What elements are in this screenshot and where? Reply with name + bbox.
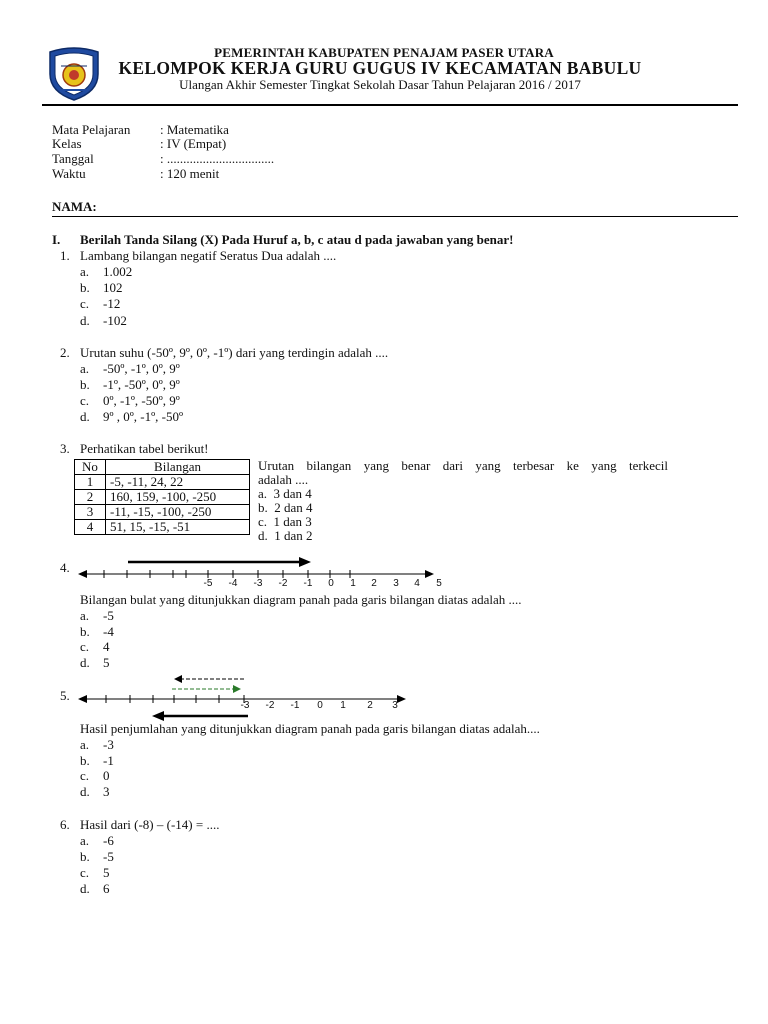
tick-label: 4 xyxy=(414,578,420,589)
tick-label: 5 xyxy=(436,578,442,589)
q3-question-line-2: adalah .... xyxy=(258,472,309,487)
q2-option-d-text: 9º , 0º, -1º, -50º xyxy=(103,409,184,424)
q1-option-a-text: 1.002 xyxy=(103,264,133,279)
q5-option-a-text: -3 xyxy=(103,737,114,752)
tick-label: -2 xyxy=(265,700,275,711)
table-cell-bilangan: -5, -11, 24, 22 xyxy=(106,475,250,490)
table-row xyxy=(75,505,250,520)
table-cell-bilangan: 51, 15, -15, -51 xyxy=(106,520,250,535)
q1-option-c-text: -12 xyxy=(103,296,121,311)
q6-option-a-text: -6 xyxy=(103,833,114,848)
header-line-3: Ulangan Akhir Semester Tingkat Sekolah Dasar Tahun Pelajaran 2016 / 2017 xyxy=(179,77,581,92)
tick-label: 3 xyxy=(393,578,399,589)
q2-option-d-letter: d. xyxy=(80,409,90,424)
header-divider xyxy=(42,104,738,106)
q6-option-c-letter: c. xyxy=(80,865,90,880)
name-divider xyxy=(52,216,738,217)
tick-label: 2 xyxy=(371,578,377,589)
q5-option-c-text: 0 xyxy=(103,768,110,783)
header-line-1: PEMERINTAH KABUPATEN PENAJAM PASER UTARA xyxy=(214,45,554,60)
q2-option-a-text: -50º, -1º, 0º, 9º xyxy=(103,361,180,376)
q3-option-c-letter: c. xyxy=(258,514,268,529)
tick-label: -2 xyxy=(278,578,288,589)
q4-option-a-letter: a. xyxy=(80,608,90,623)
q5-option-b-letter: b. xyxy=(80,753,90,768)
q3-option-d-text: 1 dan 2 xyxy=(274,528,313,543)
q1-option-d-text: -102 xyxy=(103,313,127,328)
q5-option-d-letter: d. xyxy=(80,784,90,799)
q5-number-line xyxy=(76,670,406,726)
q5-text: Hasil penjumlahan yang ditunjukkan diagram panah pada garis bilangan diatas adalah.... xyxy=(80,721,540,736)
info-value-time: : 120 menit xyxy=(160,166,220,181)
q2-number: 2. xyxy=(60,345,70,360)
q4-option-d-letter: d. xyxy=(80,655,90,670)
q1-option-d-letter: d. xyxy=(80,313,90,328)
table-row xyxy=(75,520,250,535)
q3-option-b-text: 2 dan 4 xyxy=(274,500,313,515)
q4-option-d-text: 5 xyxy=(103,655,110,670)
q3-option-b-letter: b. xyxy=(258,500,268,515)
q3-option-d-letter: d. xyxy=(258,528,268,543)
tick-label: -1 xyxy=(303,578,313,589)
q3-option-d xyxy=(258,528,313,544)
header-line-2: KELOMPOK KERJA GURU GUGUS IV KECAMATAN BABULU xyxy=(118,58,642,78)
info-value-class: : IV (Empat) xyxy=(160,136,227,151)
q3-number: 3. xyxy=(60,441,70,456)
table-cell-bilangan: 160, 159, -100, -250 xyxy=(106,490,250,505)
table-cell-no: 2 xyxy=(75,490,106,505)
q5-number: 5. xyxy=(60,688,70,703)
q2-option-b-letter: b. xyxy=(80,377,90,392)
q5-option-d-text: 3 xyxy=(103,784,110,799)
q3-table xyxy=(74,459,250,535)
q2-option-c-letter: c. xyxy=(80,393,90,408)
info-label-date: Tanggal xyxy=(52,151,94,166)
tick-label: 2 xyxy=(367,700,373,711)
q1-option-c-letter: c. xyxy=(80,296,90,311)
name-label: NAMA: xyxy=(52,199,97,214)
q1-number: 1. xyxy=(60,248,70,263)
info-value-subject: : Matematika xyxy=(160,122,229,137)
table-header-row xyxy=(75,460,250,475)
table-cell-bilangan: -11, -15, -100, -250 xyxy=(106,505,250,520)
q6-text: Hasil dari (-8) – (-14) = .... xyxy=(80,817,220,832)
school-logo xyxy=(44,44,104,102)
table-cell-no: 1 xyxy=(75,475,106,490)
q6-number: 6. xyxy=(60,817,70,832)
q6-option-c-text: 5 xyxy=(103,865,110,880)
q6-option-b-text: -5 xyxy=(103,849,114,864)
tick-label: 1 xyxy=(350,578,356,589)
q3-option-a-text: 3 dan 4 xyxy=(273,486,312,501)
tick-label: -3 xyxy=(240,700,250,711)
info-label-class: Kelas xyxy=(52,136,82,151)
q4-option-b-text: -4 xyxy=(103,624,114,639)
q2-option-a-letter: a. xyxy=(80,361,90,376)
q3-text: Perhatikan tabel berikut! xyxy=(80,441,209,456)
tick-label: 0 xyxy=(317,700,323,711)
table-header-bilangan: Bilangan xyxy=(106,460,250,475)
info-value-date: : ................................. xyxy=(160,151,275,166)
q2-option-c-text: 0º, -1º, -50º, 9º xyxy=(103,393,180,408)
q5-option-b-text: -1 xyxy=(103,753,114,768)
info-label-subject: Mata Pelajaran xyxy=(52,122,131,137)
q6-option-d-letter: d. xyxy=(80,881,90,896)
table-cell-no: 4 xyxy=(75,520,106,535)
q1-text: Lambang bilangan negatif Seratus Dua adalah .... xyxy=(80,248,337,263)
table-row xyxy=(75,490,250,505)
q4-option-b-letter: b. xyxy=(80,624,90,639)
q4-text: Bilangan bulat yang ditunjukkan diagram panah pada garis bilangan diatas adalah .... xyxy=(80,592,522,607)
q6-option-d-text: 6 xyxy=(103,881,110,896)
q2-text: Urutan suhu (-50º, 9º, 0º, -1º) dari yang terdingin adalah .... xyxy=(80,345,389,360)
q6-option-b-letter: b. xyxy=(80,849,90,864)
q3-option-a-letter: a. xyxy=(258,486,268,501)
q1-option-b-letter: b. xyxy=(80,280,90,295)
q4-option-a-text: -5 xyxy=(103,608,114,623)
tick-label: 0 xyxy=(328,578,334,589)
q5-option-a-letter: a. xyxy=(80,737,90,752)
tick-label: 3 xyxy=(392,700,398,711)
table-cell-no: 3 xyxy=(75,505,106,520)
table-header-no: No xyxy=(75,460,106,475)
section-instruction: Berilah Tanda Silang (X) Pada Huruf a, b, c atau d pada jawaban yang benar! xyxy=(80,232,514,247)
q1-option-a-letter: a. xyxy=(80,264,90,279)
tick-label: -5 xyxy=(203,578,213,589)
q3-option-c-text: 1 dan 3 xyxy=(273,514,312,529)
q5-option-c-letter: c. xyxy=(80,768,90,783)
section-number: I. xyxy=(52,232,61,247)
tick-label: -4 xyxy=(228,578,238,589)
table-row xyxy=(75,475,250,490)
tick-label: -1 xyxy=(290,700,300,711)
info-label-time: Waktu xyxy=(52,166,86,181)
q4-number: 4. xyxy=(60,560,70,575)
q3-question-line-1: Urutan bilangan yang benar dari yang terbesar ke yang terkecil xyxy=(258,458,668,473)
q4-option-c-letter: c. xyxy=(80,639,90,654)
q6-option-a-letter: a. xyxy=(80,833,90,848)
q4-option-c-text: 4 xyxy=(103,639,110,654)
tick-label: 1 xyxy=(340,700,346,711)
q2-option-b-text: -1º, -50º, 0º, 9º xyxy=(103,377,180,392)
q1-option-b-text: 102 xyxy=(103,280,123,295)
tick-label: -3 xyxy=(253,578,263,589)
